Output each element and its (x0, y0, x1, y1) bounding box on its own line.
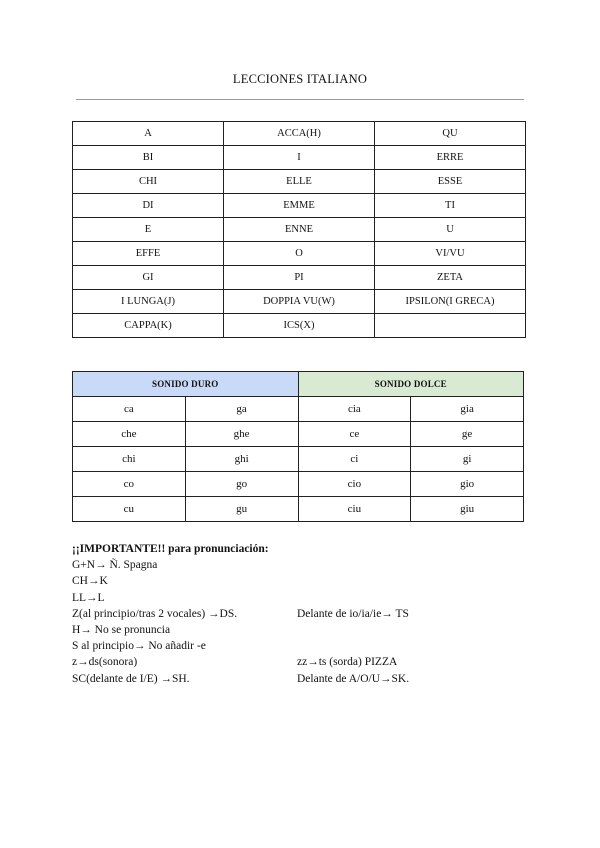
alphabet-cell: ZETA (375, 266, 526, 290)
sound-row (73, 497, 524, 522)
sound-table (72, 371, 524, 522)
sonido-duro-cell: chi (73, 447, 186, 472)
pronunciation-notes (72, 541, 532, 687)
sonido-dolce-cell: gi (411, 447, 524, 472)
alphabet-cell: ELLE (224, 170, 375, 194)
alphabet-cell: BI (73, 146, 224, 170)
note-line (72, 654, 532, 670)
alphabet-cell: ACCA(H) (224, 122, 375, 146)
sonido-duro-cell: ghe (185, 422, 298, 447)
note-rule: LL→L (72, 591, 105, 604)
alphabet-cell: TI (375, 194, 526, 218)
alphabet-cell: EMME (224, 194, 375, 218)
alphabet-cell: DI (73, 194, 224, 218)
alphabet-cell: CAPPA(K) (73, 314, 224, 338)
sonido-dolce-cell: gio (411, 472, 524, 497)
alphabet-cell: QU (375, 122, 526, 146)
sound-row (73, 472, 524, 497)
alphabet-cell: PI (224, 266, 375, 290)
sonido-duro-cell: cu (73, 497, 186, 522)
sonido-duro-cell: go (185, 472, 298, 497)
alphabet-cell: VI/VU (375, 242, 526, 266)
alphabet-cell: U (375, 218, 526, 242)
sonido-duro-cell: ghi (185, 447, 298, 472)
note-line (72, 573, 532, 589)
alphabet-cell: DOPPIA VU(W) (224, 290, 375, 314)
alphabet-row (73, 266, 526, 290)
title-divider (76, 99, 524, 100)
sonido-dolce-cell: ce (298, 422, 411, 447)
note-line (72, 606, 532, 622)
alphabet-row (73, 242, 526, 266)
alphabet-cell: ERRE (375, 146, 526, 170)
alphabet-cell: IPSILON(I GRECA) (375, 290, 526, 314)
alphabet-cell: CHI (73, 170, 224, 194)
alphabet-cell: E (73, 218, 224, 242)
alphabet-row (73, 170, 526, 194)
note-rule: SC(delante de I/E) →SH. (72, 672, 190, 685)
sonido-dolce-cell: ci (298, 447, 411, 472)
sonido-duro-cell: ca (73, 397, 186, 422)
note-rule-secondary: Delante de A/O/U→SK. (297, 672, 410, 685)
alphabet-cell: I (224, 146, 375, 170)
alphabet-cell (375, 314, 526, 338)
sound-row (73, 447, 524, 472)
alphabet-cell: ICS(X) (224, 314, 375, 338)
sonido-dolce-header: SONIDO DOLCE (298, 372, 524, 397)
sonido-dolce-cell: ciu (298, 497, 411, 522)
note-rule-secondary: Delante de io/ia/ie→ TS (297, 607, 409, 620)
alphabet-cell: EFFE (73, 242, 224, 266)
sonido-duro-cell: co (73, 472, 186, 497)
sonido-duro-header: SONIDO DURO (73, 372, 299, 397)
note-rule: Z(al principio/tras 2 vocales) →DS. (72, 607, 238, 620)
alphabet-row (73, 290, 526, 314)
alphabet-table (72, 121, 526, 338)
sonido-dolce-cell: giu (411, 497, 524, 522)
alphabet-cell: GI (73, 266, 224, 290)
notes-heading: ¡¡IMPORTANTE!! para pronunciación: (72, 543, 269, 555)
note-rule: S al principio→ No añadir -e (72, 640, 206, 653)
note-rule: G+N→ Ñ. Spagna (72, 559, 158, 572)
sonido-dolce-cell: gia (411, 397, 524, 422)
sound-table-header-row (73, 372, 524, 397)
alphabet-row (73, 218, 526, 242)
note-line (72, 638, 532, 654)
alphabet-cell: A (73, 122, 224, 146)
note-line (72, 622, 532, 638)
sound-row (73, 397, 524, 422)
alphabet-row (73, 122, 526, 146)
note-line (72, 557, 532, 573)
note-line (72, 590, 532, 606)
alphabet-cell: O (224, 242, 375, 266)
note-rule: H→ No se pronuncia (72, 623, 171, 636)
alphabet-row (73, 146, 526, 170)
alphabet-row (73, 194, 526, 218)
sonido-dolce-cell: cio (298, 472, 411, 497)
sonido-duro-cell: che (73, 422, 186, 447)
note-rule: z→ds(sonora) (72, 656, 138, 669)
sound-row (73, 422, 524, 447)
note-rule-secondary: zz→ts (sorda) PIZZA (297, 656, 398, 669)
alphabet-row (73, 314, 526, 338)
sonido-dolce-cell: ge (411, 422, 524, 447)
alphabet-cell: I LUNGA(J) (73, 290, 224, 314)
sonido-duro-cell: ga (185, 397, 298, 422)
page-title: LECCIONES ITALIANO (232, 72, 368, 86)
note-line (72, 671, 532, 687)
alphabet-cell: ENNE (224, 218, 375, 242)
alphabet-cell: ESSE (375, 170, 526, 194)
sonido-dolce-cell: cia (298, 397, 411, 422)
sonido-duro-cell: gu (185, 497, 298, 522)
note-rule: CH→K (72, 575, 108, 588)
